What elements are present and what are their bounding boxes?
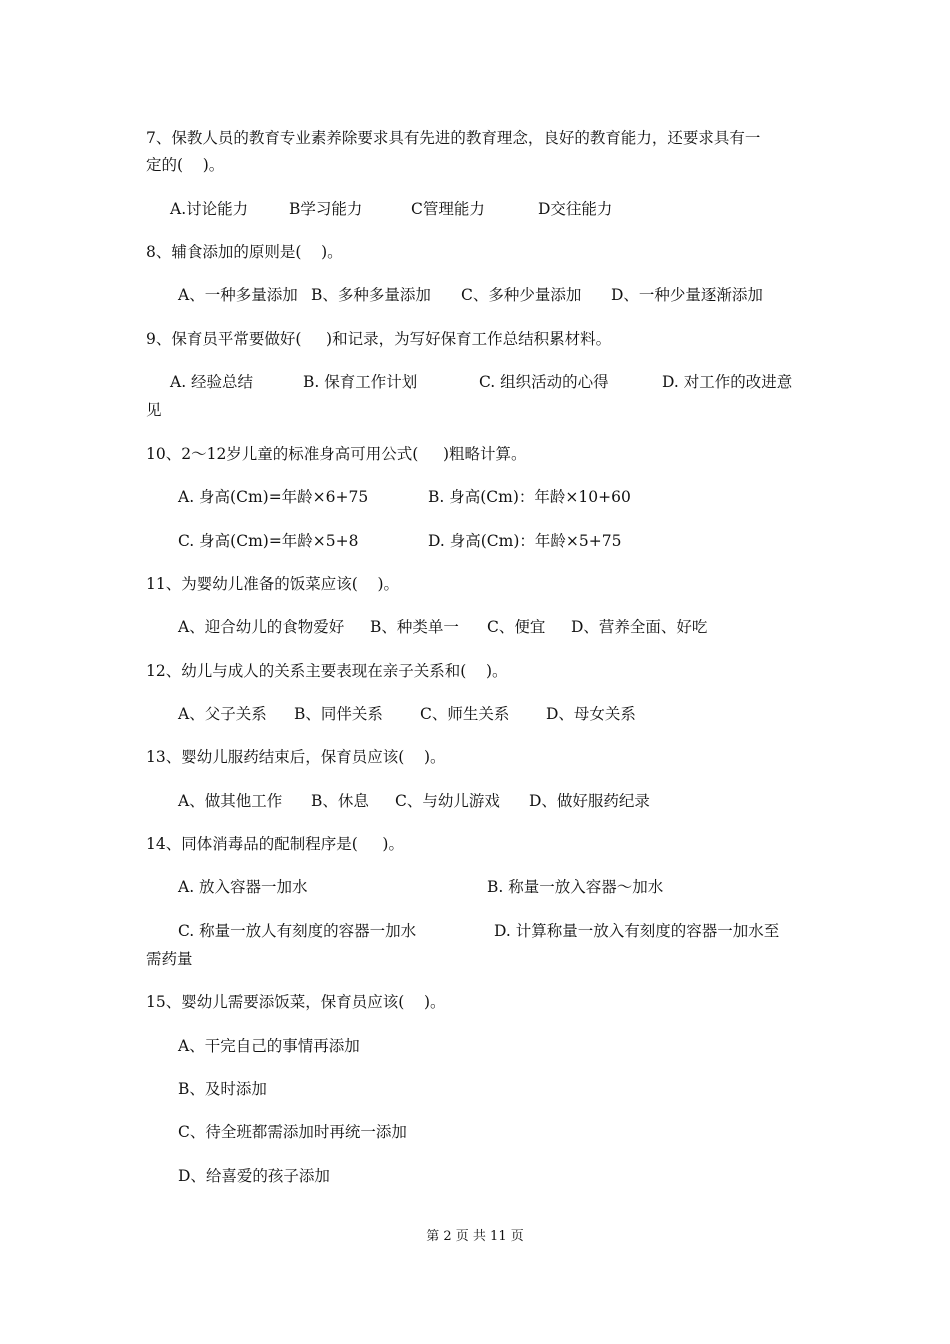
question-14-wrap: 需药量 xyxy=(146,950,193,968)
question-8-option-a: A、一种多量添加 xyxy=(178,286,298,304)
question-10-option-b: B. 身高(Cm)：年龄×10+60 xyxy=(428,488,631,506)
question-7-text-line2: 定的( )。 xyxy=(146,156,225,174)
question-11-option-c: C、便宜 xyxy=(487,618,546,636)
question-13-option-d: D、做好服药纪录 xyxy=(529,792,650,810)
question-9-option-b: B. 保育工作计划 xyxy=(303,373,418,391)
question-9-option-c: C. 组织活动的心得 xyxy=(479,373,609,391)
question-14-text: 14、同体消毒品的配制程序是( )。 xyxy=(146,835,404,853)
question-13-text: 13、婴幼儿服药结束后，保育员应该( )。 xyxy=(146,748,446,766)
question-15-text: 15、婴幼儿需要添饭菜，保育员应该( )。 xyxy=(146,993,446,1011)
question-14-option-b: B. 称量一放入容器～加水 xyxy=(487,878,664,896)
question-14-option-d: D. 计算称量一放入有刻度的容器一加水至 xyxy=(494,922,780,940)
question-9-text: 9、保育员平常要做好( )和记录，为写好保育工作总结积累材料。 xyxy=(146,330,612,348)
question-10-option-c: C. 身高(Cm)=年龄×5+8 xyxy=(178,532,359,550)
question-12-text: 12、幼儿与成人的关系主要表现在亲子关系和( )。 xyxy=(146,662,508,680)
question-15-option-d: D、给喜爱的孩子添加 xyxy=(178,1167,330,1185)
question-15-option-c: C、待全班都需添加时再统一添加 xyxy=(178,1123,407,1141)
question-15-option-a: A、干完自己的事情再添加 xyxy=(178,1037,360,1055)
question-8-option-c: C、多种少量添加 xyxy=(461,286,582,304)
question-7-option-a: A.讨论能力 xyxy=(170,200,249,218)
question-10-option-d: D. 身高(Cm)：年龄×5+75 xyxy=(428,532,622,550)
question-8-option-b: B、多种多量添加 xyxy=(311,286,431,304)
question-11-option-d: D、营养全面、好吃 xyxy=(571,618,708,636)
question-7-option-c: C管理能力 xyxy=(411,200,485,218)
question-9-wrap: 见 xyxy=(146,401,162,419)
page-footer: 第 2 页 共 11 页 xyxy=(426,1229,524,1244)
question-13-option-a: A、做其他工作 xyxy=(178,792,283,810)
question-11-option-a: A、迎合幼儿的食物爱好 xyxy=(178,618,345,636)
question-15-option-b: B、及时添加 xyxy=(178,1080,267,1098)
question-12-option-d: D、母女关系 xyxy=(546,705,636,723)
question-7-option-d: D交往能力 xyxy=(538,200,613,218)
question-12-option-b: B、同伴关系 xyxy=(294,705,383,723)
question-13-option-c: C、与幼儿游戏 xyxy=(395,792,500,810)
question-12-option-c: C、师生关系 xyxy=(420,705,510,723)
question-9-option-a: A. 经验总结 xyxy=(170,373,254,391)
question-9-option-d: D. 对工作的改进意 xyxy=(662,373,793,391)
question-14-option-a: A. 放入容器一加水 xyxy=(178,878,308,896)
question-14-option-c: C. 称量一放人有刻度的容器一加水 xyxy=(178,922,417,940)
question-12-option-a: A、父子关系 xyxy=(178,705,267,723)
question-11-option-b: B、种类单一 xyxy=(370,618,459,636)
question-10-text: 10、2～12岁儿童的标准身高可用公式( )粗略计算。 xyxy=(146,445,527,463)
question-13-option-b: B、休息 xyxy=(311,792,369,810)
question-7-option-b: B学习能力 xyxy=(289,200,363,218)
question-7-text-line1: 7、保教人员的教育专业素养除要求具有先进的教育理念，良好的教育能力，还要求具有一 xyxy=(146,129,761,147)
question-11-text: 11、为婴幼儿准备的饭菜应该( )。 xyxy=(146,575,400,593)
question-10-option-a: A. 身高(Cm)=年龄×6+75 xyxy=(178,488,369,506)
question-8-text: 8、辅食添加的原则是( )。 xyxy=(146,243,343,261)
question-8-option-d: D、一种少量逐渐添加 xyxy=(611,286,763,304)
